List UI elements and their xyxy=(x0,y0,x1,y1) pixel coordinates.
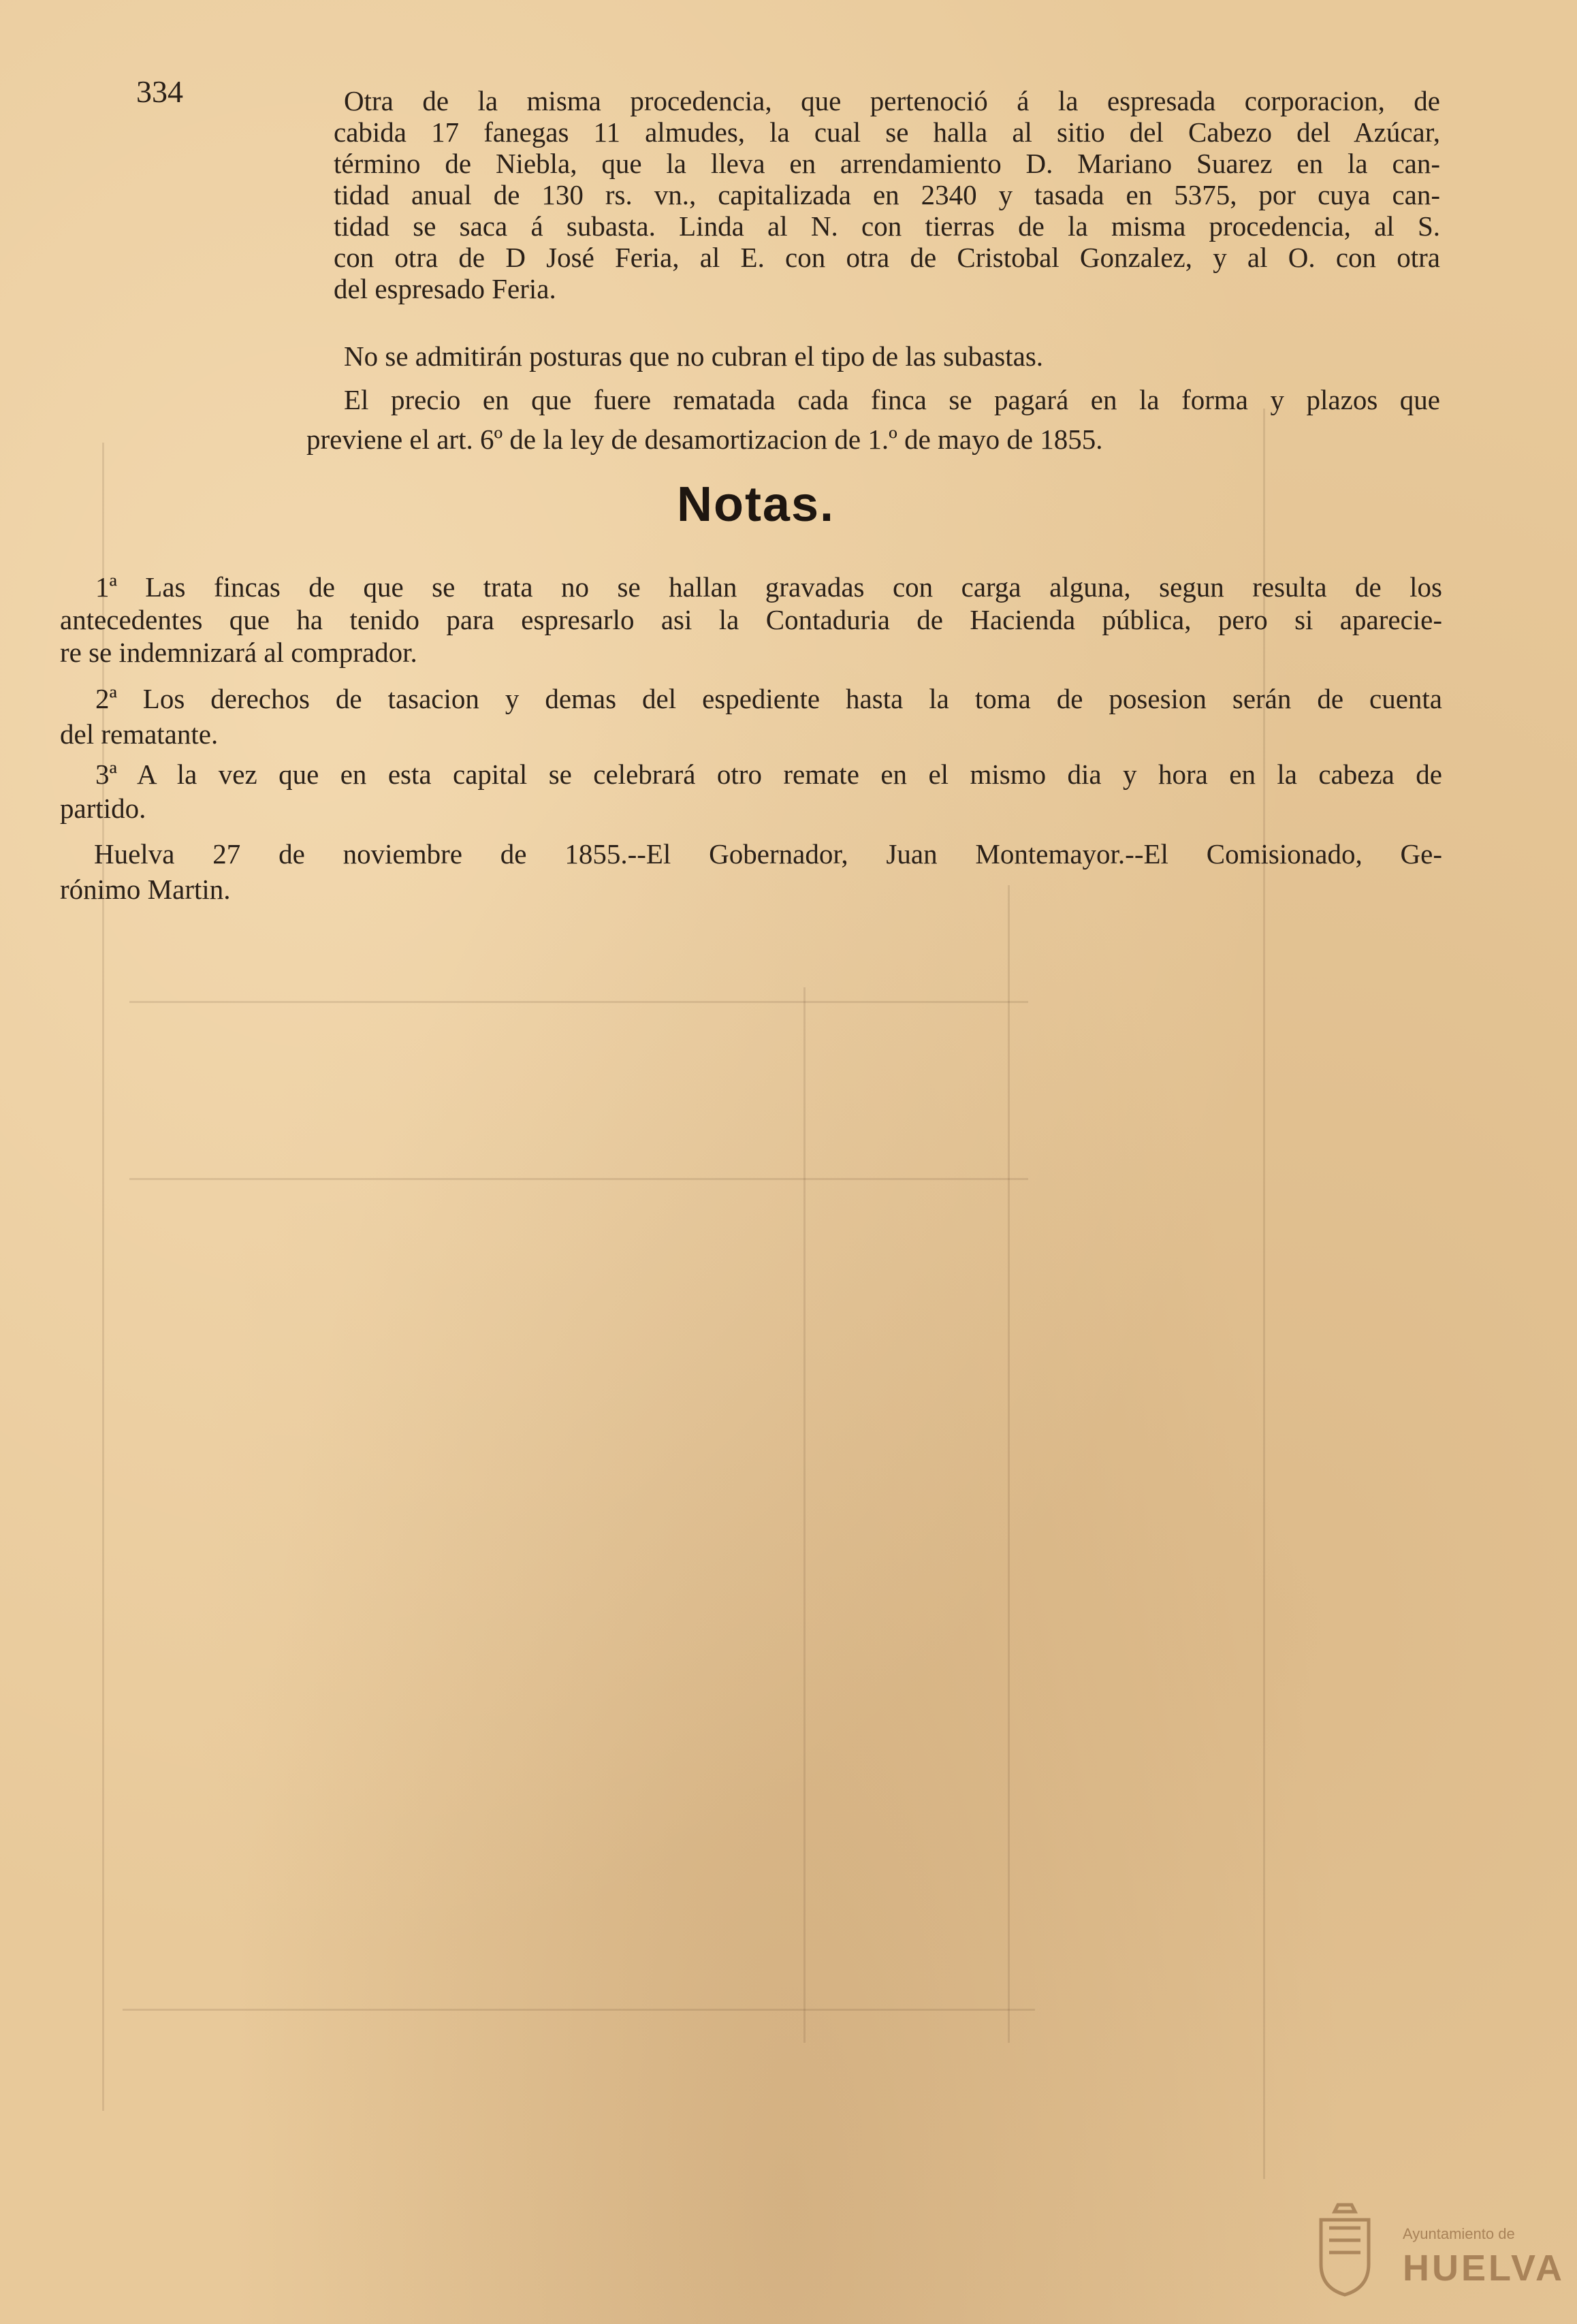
bleed-rule xyxy=(129,1178,1028,1180)
paragraph-bids-rule xyxy=(344,340,1440,372)
text-line: del rematante. xyxy=(60,718,219,750)
signature-block xyxy=(60,836,1442,907)
paragraph-payment-terms xyxy=(306,380,1440,459)
text-line: rónimo Martin. xyxy=(60,874,231,905)
text-line: del espresado Feria. xyxy=(334,273,556,304)
bleed-rule xyxy=(1263,409,1265,2179)
paragraph-property-description xyxy=(334,85,1440,304)
text-line: re se indemnizará al comprador. xyxy=(60,637,417,668)
text-line: 2ª Los derechos de tasacion y demas del espediente hasta la toma de posesion serán de cuenta xyxy=(95,683,1442,714)
note-2 xyxy=(60,681,1442,752)
logo-name: HUELVA xyxy=(1403,2248,1565,2289)
text-line: 1ª Las fincas de que se trata no se hallan gravadas con carga alguna, segun resulta de los xyxy=(95,571,1442,603)
bleed-rule xyxy=(803,987,806,2043)
notes-heading: Notas. xyxy=(676,477,835,532)
text-line: partido. xyxy=(60,793,146,824)
note-1 xyxy=(60,571,1442,669)
text-line: con otra de D José Feria, al E. con otra de Cristobal Gonzalez, y al O. con otra xyxy=(334,242,1440,273)
text-line: Huelva 27 de noviembre de 1855.--El Gobernador, Juan Montemayor.--El Comisionado, Ge- xyxy=(94,838,1442,870)
note-3 xyxy=(60,757,1442,825)
page-number: 334 xyxy=(136,74,183,109)
text-line: El precio en que fuere rematada cada finca se pagará en la forma y plazos que xyxy=(344,384,1440,415)
text-line: tidad anual de 130 rs. vn., capitalizada en 2340 y tasada en 5375, por cuya can- xyxy=(334,179,1440,210)
text-line: previene el art. 6º de la ley de desamortizacion de 1.º de mayo de 1855. xyxy=(306,424,1103,455)
text-line: término de Niebla, que la lleva en arrendamiento D. Mariano Suarez en la can- xyxy=(334,148,1440,179)
bleed-rule xyxy=(123,2009,1035,2011)
text-line: cabida 17 fanegas 11 almudes, la cual se halla al sitio del Cabezo del Azúcar, xyxy=(334,116,1440,148)
text-line: antecedentes que ha tenido para espresarlo asi la Contaduria de Hacienda pública, pero si aparecie- xyxy=(60,604,1442,635)
bleed-rule xyxy=(129,1001,1028,1003)
text-line: Otra de la misma procedencia, que pertenoció á la espresada corporacion, de xyxy=(344,85,1440,116)
text-line: tidad se saca á subasta. Linda al N. con tierras de la misma procedencia, al S. xyxy=(334,210,1440,242)
bleed-rule xyxy=(1008,885,1010,2043)
logo-subtitle: Ayuntamiento de xyxy=(1403,2225,1515,2242)
text-line: 3ª A la vez que en esta capital se celebrará otro remate en el mismo dia y hora en la cabeza de xyxy=(95,759,1442,790)
text-line: No se admitirán posturas que no cubran el tipo de las subastas. xyxy=(344,340,1044,372)
